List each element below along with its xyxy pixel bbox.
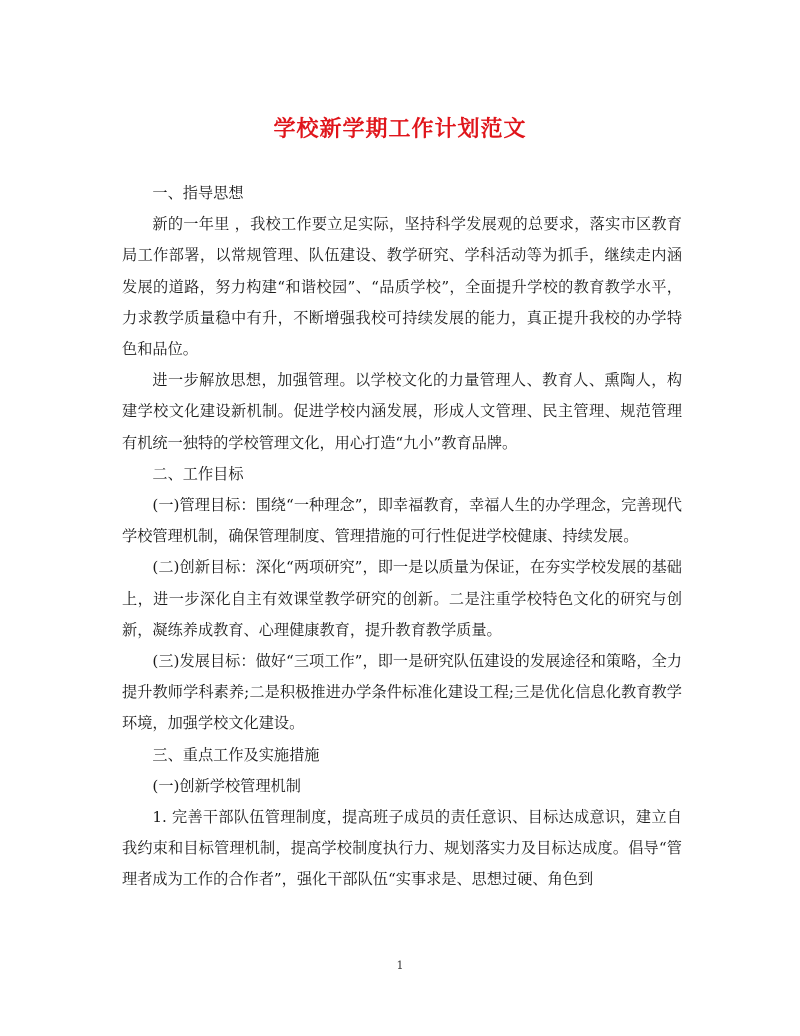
body-paragraph: 进一步解放思想，加强管理。以学校文化的力量管理人、教育人、熏陶人，构建学校文化建设新机制。促进学校内涵发展，形成人文管理、民主管理、规范管理有机统一独特的学校管理文化，用心打造“九小”教育品牌。 [122, 371, 682, 452]
document-title: 学校新学期工作计划范文 [273, 116, 527, 142]
body-paragraph: 新的一年里 ，我校工作要立足实际，坚持科学发展观的总要求，落实市区教育局工作部署，以常规管理、队伍建设、教学研究、学科活动等为抓手，继续走内涵发展的道路，努力构建“和谐校园”、“品质学校”，全面提升学校的教育教学水平，力求教学质量稳中有升，不断增强我校可持续发展的能力，真正提升我校的办学特色和品位。 [122, 215, 682, 359]
section-heading-key-work: 三、重点工作及实施措施 [152, 745, 320, 764]
page-number: 1 [396, 959, 404, 972]
subsection-heading: (一)创新学校管理机制 [152, 776, 301, 795]
section-heading-guiding-ideology: 一、指导思想 [152, 184, 244, 202]
body-paragraph: (三)发展目标：做好“三项工作”，即一是研究队伍建设的发展途径和策略，全力提升教师学科素养;二是积极推进办学条件标准化建设工程;三是优化信息化教育教学环境，加强学校文化建设。 [122, 652, 682, 733]
body-paragraph: 1. 完善干部队伍管理制度，提高班子成员的责任意识、目标达成意识，建立自我约束和目标管理机制，提高学校制度执行力、规划落实力及目标达成度。倡导“管理者成为工作的合作者”，强化干部队伍“实事求是、思想过硬、角色到 [122, 808, 682, 889]
section-heading-work-goals: 二、工作目标 [152, 464, 244, 483]
body-paragraph: (一)管理目标：围绕“一种理念”，即幸福教育，幸福人生的办学理念，完善现代学校管理机制，确保管理制度、管理措施的可行性促进学校健康、持续发展。 [122, 496, 682, 546]
body-paragraph: (二)创新目标：深化“两项研究”，即一是以质量为保证，在夯实学校发展的基础上，进一步深化自主有效课堂教学研究的创新。二是注重学校特色文化的研究与创新，凝练养成教育、心理健康教育，提升教育教学质量。 [122, 558, 682, 639]
document-body [122, 178, 682, 896]
